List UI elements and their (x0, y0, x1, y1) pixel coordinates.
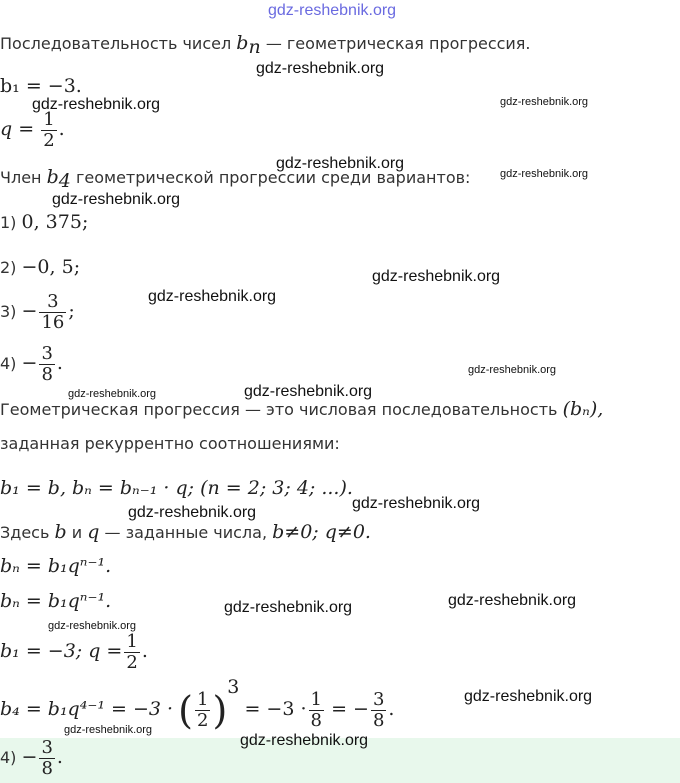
answer: 4) − $\frac{3}{8}$ . (0, 737, 63, 779)
watermark: gdz-reshebnik.org (32, 96, 161, 113)
watermark: gdz-reshebnik.org (256, 60, 385, 77)
option-1: 1) 0, 375; (0, 211, 89, 233)
here-line: Здесь b и q — заданные числа, b≠0; q≠0. (0, 521, 371, 543)
watermark: gdz-reshebnik.org (448, 592, 577, 609)
watermark: gdz-reshebnik.org (240, 732, 369, 749)
watermark: gdz-reshebnik.org (224, 599, 353, 616)
watermark: gdz-reshebnik.org (352, 495, 481, 512)
given-b1: b₁ = −3. (0, 75, 82, 97)
watermark: gdz-reshebnik.org (68, 388, 157, 400)
watermark: gdz-reshebnik.org (48, 620, 137, 632)
question: Член $b_4$ геометрической прогрессии среди вариантов: (0, 166, 471, 193)
fraction: $\frac{1}{8}$ (310, 689, 322, 731)
watermark: gdz-reshebnik.org (500, 96, 589, 108)
fraction: $\frac{1}{2}$ (126, 631, 138, 673)
general-formula-repeat: bₙ = b₁qⁿ⁻¹. (0, 590, 112, 612)
fraction: $\frac{3}{16}$ (41, 291, 65, 333)
definition-line-1: Геометрическая прогрессия — это числовая последовательность (bₙ), (0, 398, 604, 420)
given-q: q = $\frac{1}{2}$ . (0, 109, 65, 151)
watermark: gdz-reshebnik.org (244, 383, 373, 400)
watermark: gdz-reshebnik.org (468, 364, 557, 376)
option-3: 3) − $\frac{3}{16}$ ; (0, 291, 75, 333)
fraction: $\frac{3}{8}$ (41, 343, 53, 385)
watermark: gdz-reshebnik.org (64, 724, 153, 736)
fraction: $\frac{1}{2}$ (43, 109, 55, 151)
general-formula: bₙ = b₁qⁿ⁻¹. (0, 555, 112, 577)
watermark: gdz-reshebnik.org (148, 288, 277, 305)
problem-intro: Последовательность чисел $b_n$ — геометрическая прогрессия. (0, 32, 531, 59)
watermark: gdz-reshebnik.org (52, 191, 181, 208)
watermark: gdz-reshebnik.org (276, 155, 405, 172)
option-2: 2) −0, 5; (0, 256, 81, 278)
fraction: $\frac{3}{8}$ (372, 689, 385, 731)
given-values: b₁ = −3; q = $\frac{1}{2}$ . (0, 631, 148, 673)
calculation: b₄ = b₁q⁴⁻¹ = −3 · ( $\frac{1}{2}$ )$^3$ = −3 · $\frac{1}{8}$ = − $\frac{3}{8}$ . (0, 676, 395, 733)
fraction: $\frac{1}{2}$ (197, 689, 209, 731)
watermark: gdz-reshebnik.org (128, 504, 257, 521)
watermark: gdz-reshebnik.org (372, 268, 501, 285)
watermark: gdz-reshebnik.org (464, 688, 593, 705)
recurrence-formula: b₁ = b, bₙ = bₙ₋₁ · q; (n = 2; 3; 4; ...). (0, 477, 353, 499)
watermark: gdz-reshebnik.org (500, 168, 589, 180)
watermark-top: gdz-reshebnik.org (268, 2, 397, 19)
fraction: $\frac{3}{8}$ (41, 737, 53, 779)
definition-line-2: заданная рекуррентно соотношениями: (0, 434, 340, 453)
option-4: 4) − $\frac{3}{8}$ . (0, 343, 63, 385)
